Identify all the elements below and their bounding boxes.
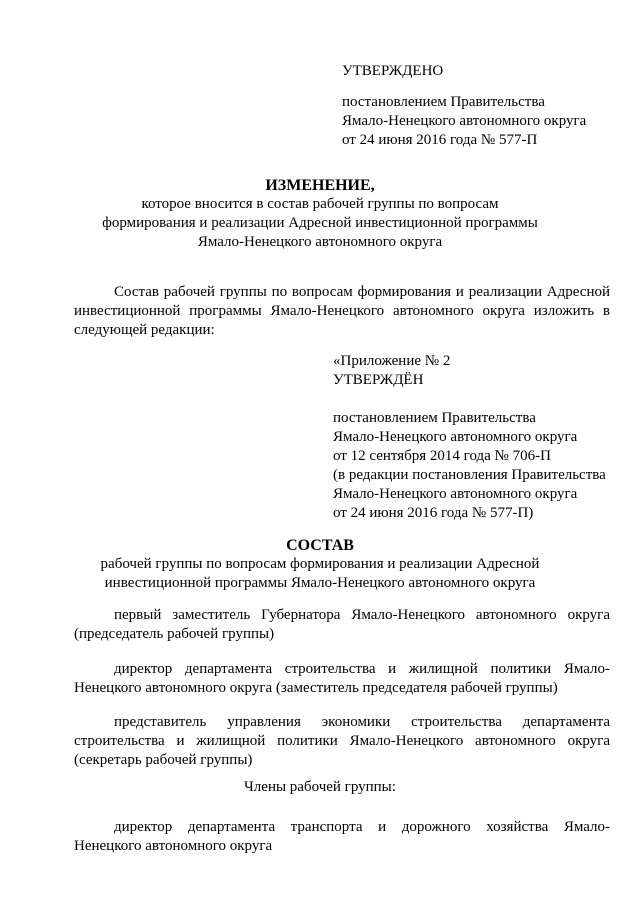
approval-line: от 24 июня 2016 года № 577-П: [342, 132, 538, 148]
member-line: строительства и жилищной политики Ямало-Ненецкого автономного округа: [74, 733, 610, 749]
member-item: [74, 660, 610, 698]
member-line: Ненецкого автономного округа (заместитель председателя рабочей группы): [74, 680, 558, 696]
intro-line: инвестиционной программы Ямало-Ненецкого автономного округа изложить в: [74, 303, 610, 319]
members-heading-block: [60, 778, 580, 797]
appendix-line: постановлением Правительства: [333, 410, 536, 426]
member-line: (секретарь рабочей группы): [74, 752, 253, 768]
member-line: (председатель рабочей группы): [74, 626, 275, 642]
intro-paragraph: [74, 283, 610, 340]
appendix-label: «Приложение № 2: [333, 353, 451, 369]
change-subtitle-line: формирования и реализации Адресной инвестиционной программы: [102, 215, 538, 231]
appendix-line: Ямало-Ненецкого автономного округа: [333, 429, 578, 445]
intro-line: Состав рабочей группы по вопросам формирования и реализации Адресной: [114, 284, 610, 300]
change-subtitle-line: которое вносится в состав рабочей группы по вопросам: [141, 196, 499, 212]
appendix-block: [333, 352, 623, 523]
appendix-line: Ямало-Ненецкого автономного округа: [333, 486, 578, 502]
appendix-line: от 24 июня 2016 года № 577-П): [333, 505, 534, 521]
approval-block: [342, 62, 622, 150]
composition-header: [60, 536, 580, 593]
approval-line: Ямало-Ненецкого автономного округа: [342, 113, 587, 129]
member-item: [74, 606, 610, 644]
member-line: директор департамента транспорта и дорожного хозяйства Ямало-: [114, 819, 610, 835]
approval-line: постановлением Правительства: [342, 94, 545, 110]
members-heading: Члены рабочей группы:: [244, 779, 396, 795]
change-subtitle-line: Ямало-Ненецкого автономного округа: [197, 234, 443, 250]
member-line: первый заместитель Губернатора Ямало-Ненецкого автономного округа: [114, 607, 610, 623]
approval-title: УТВЕРЖДЕНО: [342, 63, 444, 79]
composition-title: СОСТАВ: [286, 537, 354, 554]
member-item: [74, 713, 610, 770]
intro-line: следующей редакции:: [74, 322, 215, 338]
change-header: [60, 176, 580, 252]
change-title: ИЗМЕНЕНИЕ,: [265, 177, 375, 194]
member-item: [74, 818, 610, 856]
appendix-approved: УТВЕРЖДЁН: [333, 372, 424, 388]
composition-subtitle-line: рабочей группы по вопросам формирования и реализации Адресной: [100, 556, 540, 572]
member-line: Ненецкого автономного округа: [74, 838, 273, 854]
appendix-line: от 12 сентября 2014 года № 706-П: [333, 448, 551, 464]
appendix-line: (в редакции постановления Правительства: [333, 467, 606, 483]
composition-subtitle-line: инвестиционной программы Ямало-Ненецкого автономного округа: [104, 575, 536, 591]
member-line: представитель управления экономики строительства департамента: [114, 714, 610, 730]
member-line: директор департамента строительства и жилищной политики Ямало-: [114, 661, 610, 677]
